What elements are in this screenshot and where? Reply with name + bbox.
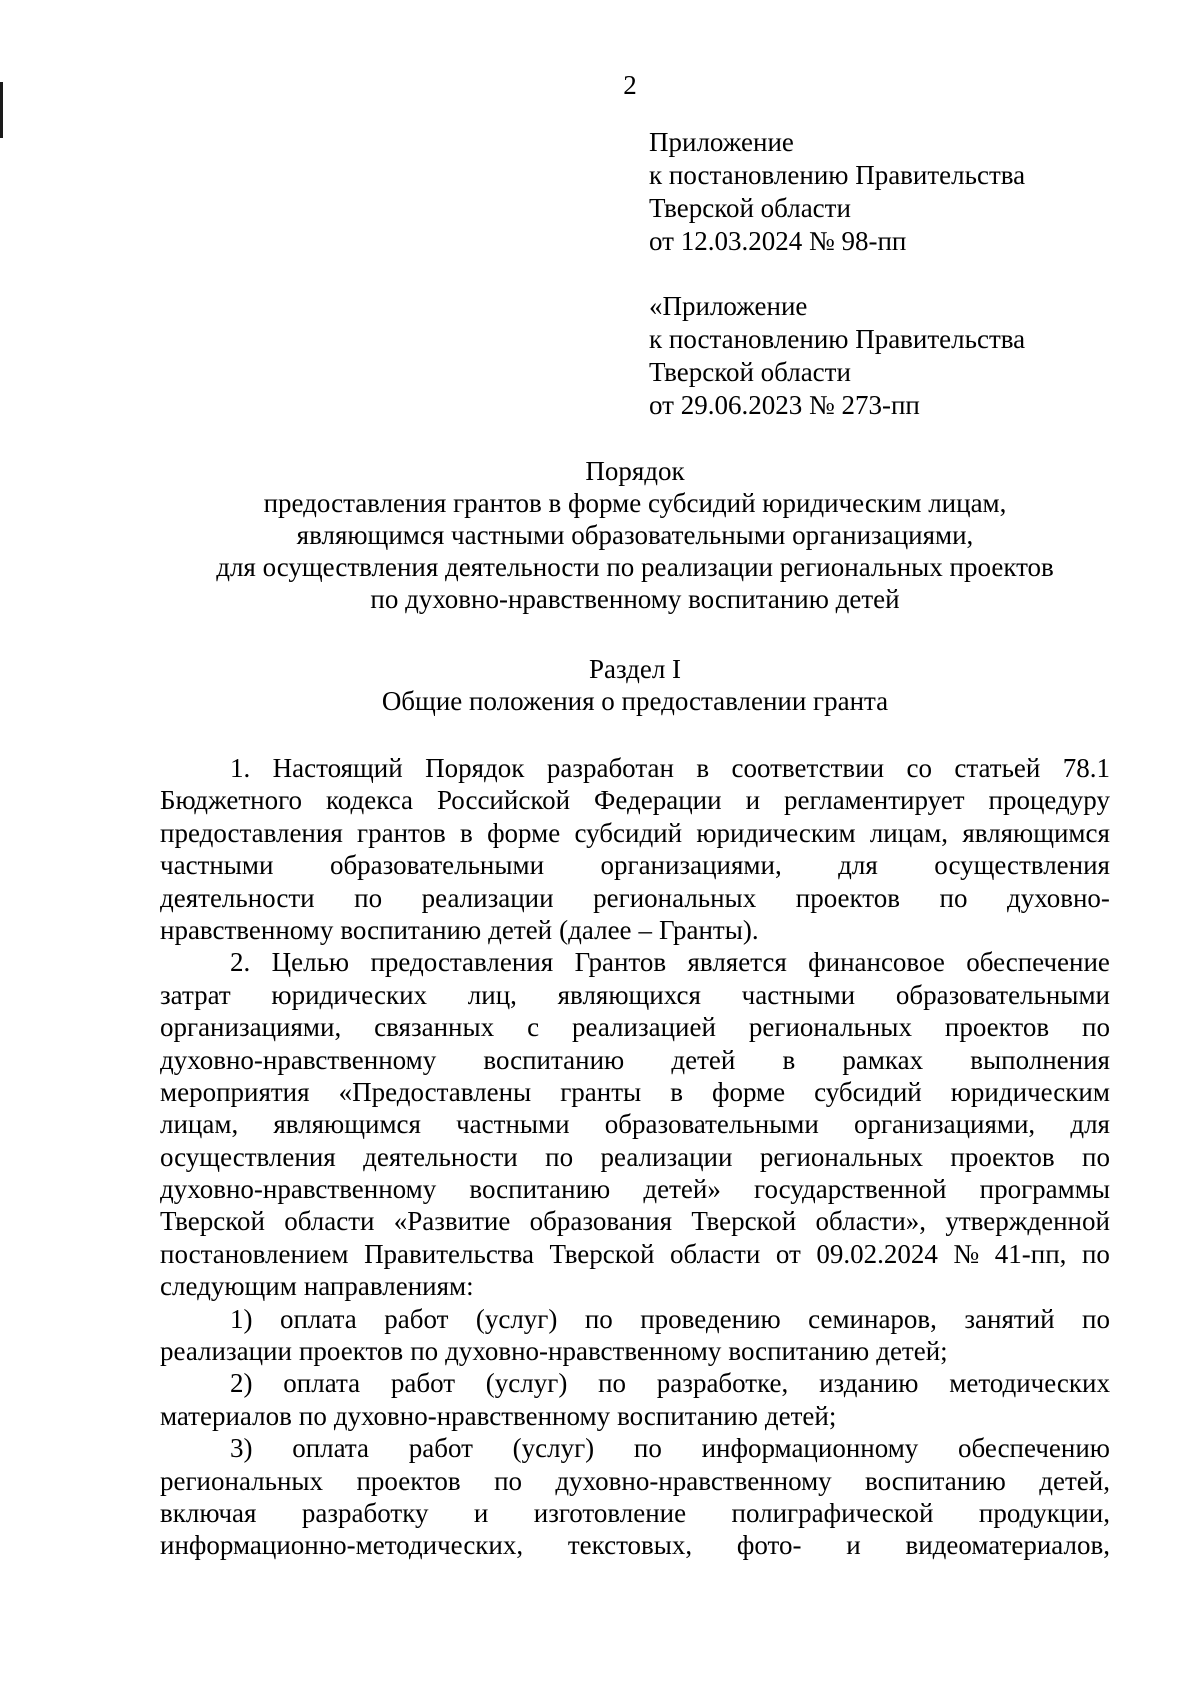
- body-line: [160, 1270, 1110, 1302]
- word: по: [1082, 1141, 1110, 1172]
- word: региональных: [593, 882, 757, 913]
- body-line: [160, 1303, 1110, 1335]
- word: региональных: [759, 1141, 923, 1172]
- word: по: [1082, 1012, 1110, 1043]
- body-line: [160, 882, 1110, 914]
- body-line: [160, 817, 1110, 849]
- word: по: [494, 1465, 523, 1496]
- word: по: [633, 1433, 662, 1464]
- word: Бюджетного: [160, 785, 302, 816]
- word: по: [939, 882, 968, 913]
- title-line: Порядок: [585, 456, 685, 486]
- word: деятельности: [160, 882, 315, 913]
- word: 1.: [230, 753, 251, 783]
- word: оплата: [279, 1303, 357, 1334]
- word: проведению: [640, 1303, 781, 1334]
- word: фото-: [736, 1530, 802, 1561]
- word: кодекса: [326, 785, 413, 816]
- word: Правительства: [364, 1238, 534, 1269]
- word: по: [354, 882, 383, 913]
- title-line: по духовно-нравственному воспитанию детей: [370, 584, 900, 614]
- word: в: [696, 753, 710, 783]
- body-line: [160, 1335, 1110, 1367]
- appendix-line: к постановлению Правительства: [649, 324, 1026, 354]
- word: соответствии: [731, 753, 885, 783]
- body-line: [160, 1173, 1110, 1205]
- word: по: [298, 1400, 327, 1431]
- word: нравственному: [160, 914, 334, 945]
- word: духовно-нравственному: [333, 1400, 611, 1431]
- word: полиграфической: [731, 1497, 934, 1528]
- word: области»,: [815, 1206, 927, 1237]
- word: детей: [488, 914, 553, 945]
- word: (услуг): [512, 1433, 595, 1464]
- body-line: [160, 1529, 1110, 1561]
- word: частными: [160, 850, 274, 881]
- word: реализации: [160, 1336, 292, 1367]
- word: воспитанию: [617, 1400, 758, 1431]
- appendix-header-current: [649, 126, 1025, 258]
- word: области: [284, 1206, 375, 1237]
- word: методических: [949, 1368, 1110, 1399]
- word: по: [1081, 1238, 1110, 1269]
- word: реализации: [421, 882, 554, 913]
- word: духовно-: [1007, 882, 1110, 913]
- body-line: [160, 914, 1110, 946]
- word: разработан: [546, 753, 674, 783]
- word: духовно-нравственному: [445, 1336, 722, 1367]
- word: частными: [456, 1109, 570, 1140]
- body-line: [160, 1141, 1110, 1173]
- word: и: [745, 785, 761, 816]
- appendix-line: «Приложение: [649, 291, 808, 321]
- word: (услуг): [475, 1303, 558, 1334]
- word: оплата: [283, 1368, 361, 1399]
- appendix-line: Тверской области: [649, 193, 851, 223]
- word: образовательными: [329, 850, 545, 881]
- word: региональных: [748, 1012, 912, 1043]
- word: работ: [408, 1433, 473, 1464]
- word: 2): [230, 1368, 253, 1399]
- appendix-line: Тверской области: [649, 357, 851, 387]
- word: изготовление: [533, 1497, 687, 1528]
- body-line: [160, 752, 1110, 784]
- word: изданию: [819, 1368, 919, 1399]
- word: образовательными: [895, 979, 1110, 1010]
- word: обеспечение: [966, 947, 1110, 978]
- word: Российской: [436, 785, 571, 816]
- word: следующим: [160, 1271, 297, 1302]
- word: Целью: [271, 947, 350, 978]
- page-number: 2: [623, 70, 637, 100]
- body-line: [160, 1497, 1110, 1529]
- title-line: являющимся частными образовательными организациями,: [296, 520, 974, 550]
- word: духовно-нравственному: [555, 1465, 832, 1496]
- word: Грантов: [574, 947, 667, 978]
- word: юридическим: [950, 1076, 1110, 1107]
- word: 78.1: [1062, 753, 1110, 783]
- word: форме: [487, 817, 561, 848]
- word: осуществления: [160, 1141, 336, 1172]
- word: (услуг): [485, 1368, 568, 1399]
- word: в: [782, 1044, 796, 1075]
- word: видеоматериалов,: [905, 1530, 1110, 1561]
- body-line: [160, 1108, 1110, 1140]
- word: образования: [529, 1206, 673, 1237]
- word: программы: [979, 1174, 1110, 1205]
- word: воспитанию: [483, 1044, 625, 1075]
- body-text: [160, 752, 1110, 1562]
- section-heading: [160, 653, 1110, 717]
- word: утвержденной: [945, 1206, 1110, 1237]
- section-number: Раздел I: [588, 654, 682, 684]
- appendix-line: к постановлению Правительства: [649, 160, 1026, 190]
- word: юридических: [271, 979, 428, 1010]
- word: проектов: [950, 1141, 1055, 1172]
- word: продукции,: [978, 1497, 1110, 1528]
- word: информационному: [701, 1433, 919, 1464]
- word: являющимся: [962, 817, 1110, 848]
- word: региональных: [160, 1465, 324, 1496]
- word: Настоящий: [272, 753, 403, 783]
- word: 2.: [230, 947, 251, 978]
- body-line: [160, 849, 1110, 881]
- word: текстовых,: [567, 1530, 693, 1561]
- word: по: [545, 1141, 574, 1172]
- word: 3): [230, 1433, 253, 1464]
- word: организациями,: [160, 1012, 342, 1043]
- word: детей;: [876, 1336, 948, 1367]
- title-line: предоставления грантов в форме субсидий юридическим лицам,: [263, 488, 1007, 518]
- word: включая: [160, 1497, 257, 1528]
- body-line: [160, 1205, 1110, 1237]
- word: работ: [390, 1368, 456, 1399]
- word: Тверской: [691, 1206, 797, 1237]
- word: связанных: [374, 1012, 495, 1043]
- word: по: [1082, 1303, 1110, 1334]
- body-line: [160, 1367, 1110, 1399]
- word: Федерации: [594, 785, 722, 816]
- word: детей»: [643, 1174, 721, 1205]
- word: и: [473, 1497, 489, 1528]
- appendix-line: Приложение: [649, 127, 794, 157]
- word: 09.02.2024: [816, 1238, 938, 1269]
- word: затрат: [160, 979, 231, 1010]
- word: разработке,: [656, 1368, 789, 1399]
- word: Тверской: [160, 1206, 265, 1237]
- word: лицам,: [869, 817, 949, 848]
- word: для: [838, 850, 878, 881]
- word: юридическим: [696, 817, 856, 848]
- word: в: [460, 817, 473, 848]
- body-line: [160, 1076, 1110, 1108]
- word: воспитанию: [728, 1336, 870, 1367]
- word: детей: [671, 1044, 736, 1075]
- word: образовательными: [604, 1109, 819, 1140]
- word: предоставления: [160, 817, 343, 848]
- word: разработку: [301, 1497, 429, 1528]
- appendix-header-original: [649, 290, 1025, 422]
- word: Порядок: [425, 753, 525, 783]
- word: по: [410, 1336, 439, 1367]
- word: гранты: [560, 1076, 642, 1107]
- word: реализации: [600, 1141, 733, 1172]
- word: лиц,: [467, 979, 517, 1010]
- word: оплата: [292, 1433, 370, 1464]
- word: воспитанию: [340, 914, 482, 945]
- word: работ: [384, 1303, 449, 1334]
- body-line: [160, 1432, 1110, 1464]
- body-line: [160, 1400, 1110, 1432]
- word: от: [775, 1238, 801, 1269]
- word: в: [670, 1076, 683, 1107]
- body-line: [160, 946, 1110, 978]
- word: организациями,: [853, 1109, 1036, 1140]
- word: по: [598, 1368, 627, 1399]
- word: процедуру: [988, 785, 1110, 816]
- body-line: [160, 1011, 1110, 1043]
- word: воспитанию: [865, 1465, 1006, 1496]
- word: являющихся: [557, 979, 701, 1010]
- word: статьей: [954, 753, 1041, 783]
- body-line: [160, 1238, 1110, 1270]
- word: материалов: [160, 1400, 292, 1431]
- word: форме: [711, 1076, 786, 1107]
- word: «Предоставлены: [338, 1076, 532, 1107]
- body-line: [160, 784, 1110, 816]
- body-line: [160, 979, 1110, 1011]
- document-title: [160, 455, 1110, 615]
- appendix-line: от 29.06.2023 № 273-пп: [649, 390, 920, 420]
- word: «Развитие: [393, 1206, 511, 1237]
- word: семинаров,: [808, 1303, 937, 1334]
- word: детей;: [764, 1400, 837, 1431]
- word: занятий: [964, 1303, 1055, 1334]
- word: информационно-методических,: [160, 1530, 524, 1561]
- word: со: [906, 753, 932, 783]
- word: рамках: [842, 1044, 924, 1075]
- word: грантов: [357, 817, 446, 848]
- word: являющимся: [273, 1109, 421, 1140]
- word: (далее: [559, 914, 632, 945]
- word: духовно-нравственному: [160, 1044, 437, 1075]
- word: №: [953, 1238, 980, 1269]
- word: –: [638, 914, 653, 945]
- word: проектов: [944, 1012, 1050, 1043]
- word: субсидий: [574, 817, 683, 848]
- word: духовно-нравственному: [160, 1174, 437, 1205]
- word: мероприятия: [160, 1076, 310, 1107]
- word: субсидий: [814, 1076, 922, 1107]
- word: области: [670, 1238, 761, 1269]
- word: осуществления: [934, 850, 1110, 881]
- word: 41-пп,: [994, 1238, 1067, 1269]
- word: проектов: [356, 1465, 461, 1496]
- word: организациями,: [600, 850, 782, 881]
- body-line: [160, 1465, 1110, 1497]
- word: по: [584, 1303, 613, 1334]
- word: финансовое: [808, 947, 945, 978]
- word: выполнения: [970, 1044, 1110, 1075]
- word: деятельности: [363, 1141, 518, 1172]
- word: частными: [741, 979, 856, 1010]
- body-line: [160, 1044, 1110, 1076]
- word: реализацией: [572, 1012, 716, 1043]
- word: Тверской: [549, 1238, 655, 1269]
- section-title: Общие положения о предоставлении гранта: [381, 686, 889, 716]
- appendix-line: от 12.03.2024 № 98-пп: [649, 226, 907, 256]
- word: воспитанию: [469, 1174, 611, 1205]
- word: Гранты).: [659, 914, 759, 945]
- word: детей,: [1039, 1465, 1110, 1496]
- word: проектов: [298, 1336, 404, 1367]
- title-line: для осуществления деятельности по реализации региональных проектов: [216, 552, 1054, 582]
- word: государственной: [754, 1174, 947, 1205]
- word: проектов: [795, 882, 900, 913]
- word: постановлением: [160, 1238, 349, 1269]
- word: с: [527, 1012, 540, 1043]
- word: 1): [230, 1303, 253, 1334]
- word: является: [687, 947, 787, 978]
- word: лицам,: [160, 1109, 239, 1140]
- word: для: [1070, 1109, 1110, 1140]
- word: предоставления: [370, 947, 554, 978]
- word: и: [846, 1530, 861, 1561]
- word: обеспечению: [958, 1433, 1110, 1464]
- word: направлениям:: [303, 1271, 474, 1302]
- word: регламентирует: [784, 785, 965, 816]
